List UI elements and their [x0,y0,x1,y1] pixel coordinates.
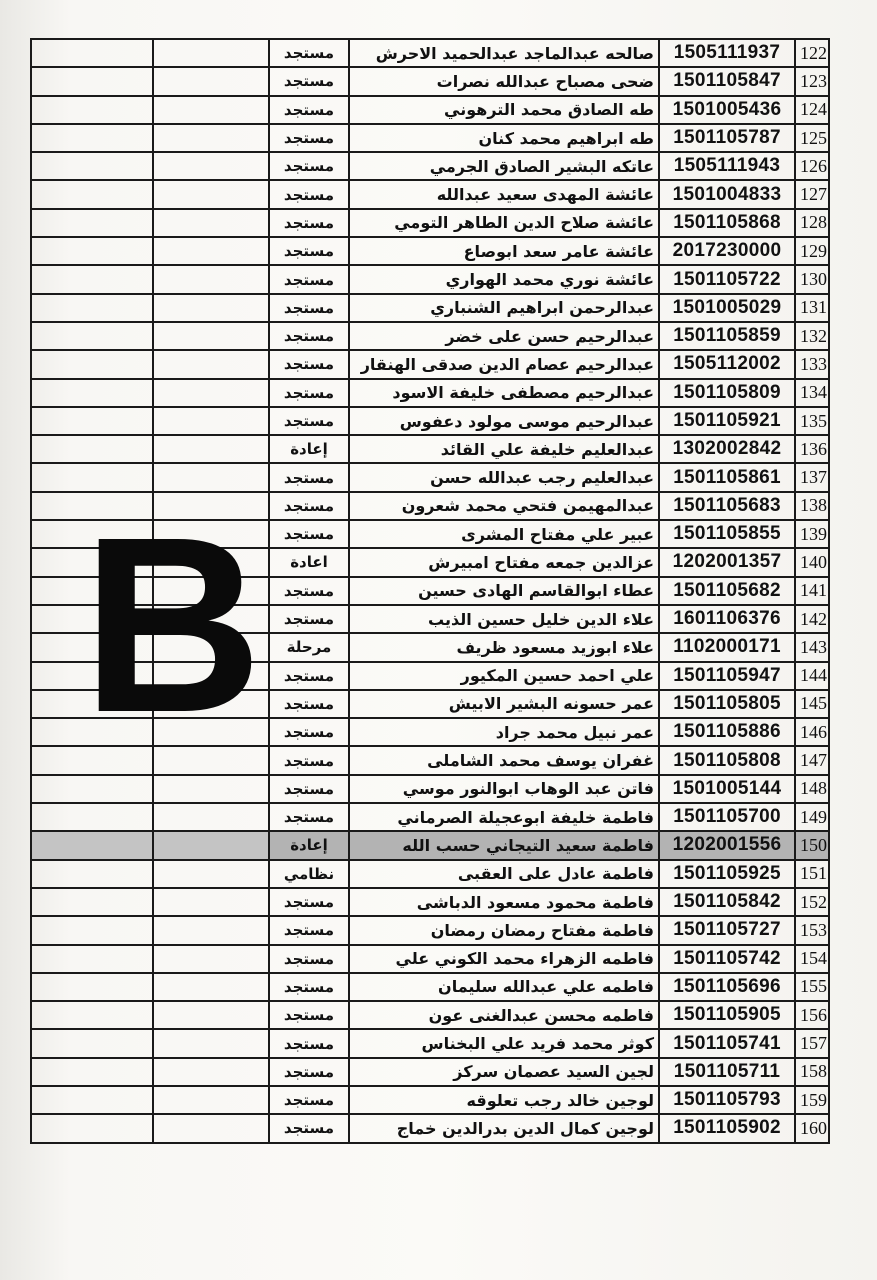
empty-cell [31,888,153,916]
table-row [31,548,829,576]
student-name-cell: عبدالرحمن ابراهيم الشنباري [349,294,659,322]
empty-cell [31,1029,153,1057]
status-cell: مستجد [269,350,349,378]
table-row [31,945,829,973]
row-number-cell: 154 [795,945,829,973]
row-number-cell: 156 [795,1001,829,1029]
table-row [31,746,829,774]
student-id-cell: 1505111937 [659,39,795,67]
empty-cell [31,803,153,831]
empty-cell [31,1001,153,1029]
status-cell: مستجد [269,1058,349,1086]
table-row [31,662,829,690]
row-number-cell: 145 [795,690,829,718]
table-row [31,265,829,293]
student-name-cell: عزالدين جمعه مفتاح امبيرش [349,548,659,576]
empty-cell [31,1086,153,1114]
status-cell: مستجد [269,39,349,67]
status-cell: اعادة [269,548,349,576]
empty-cell [153,831,269,859]
row-number-cell: 160 [795,1114,829,1142]
status-cell: مستجد [269,322,349,350]
empty-cell [153,322,269,350]
row-number-cell: 133 [795,350,829,378]
student-id-cell: 1202001556 [659,831,795,859]
student-name-cell: فاطمه علي عبدالله سليمان [349,973,659,1001]
status-cell: مستجد [269,718,349,746]
empty-cell [31,945,153,973]
student-id-cell: 1501105855 [659,520,795,548]
table-row [31,67,829,95]
status-cell: مستجد [269,577,349,605]
status-cell: مستجد [269,67,349,95]
empty-cell [153,96,269,124]
row-number-cell: 132 [795,322,829,350]
status-cell: نظامي [269,860,349,888]
table-row [31,294,829,322]
empty-cell [31,435,153,463]
table-row [31,718,829,746]
row-number-cell: 151 [795,860,829,888]
status-cell: مستجد [269,209,349,237]
empty-cell [153,718,269,746]
student-name-cell: فاطمة خليفة ابوعجيلة الصرماني [349,803,659,831]
row-number-cell: 131 [795,294,829,322]
student-name-cell: فاطمة عادل على العقبى [349,860,659,888]
student-name-cell: غفران يوسف محمد الشاملى [349,746,659,774]
status-cell: مستجد [269,152,349,180]
student-name-cell: عبدالرحيم حسن على خضر [349,322,659,350]
table-row [31,605,829,633]
empty-cell [31,520,153,548]
student-id-cell: 1505111943 [659,152,795,180]
status-cell: مستجد [269,237,349,265]
empty-cell [31,322,153,350]
empty-cell [153,265,269,293]
student-id-cell: 1202001357 [659,548,795,576]
roster-body [31,39,829,1143]
status-cell: مستجد [269,1086,349,1114]
student-id-cell: 1601106376 [659,605,795,633]
row-number-cell: 142 [795,605,829,633]
empty-cell [153,39,269,67]
status-cell: إعادة [269,435,349,463]
row-number-cell: 140 [795,548,829,576]
table-row [31,1058,829,1086]
empty-cell [31,916,153,944]
table-row [31,96,829,124]
student-name-cell: عائشة نوري محمد الهواري [349,265,659,293]
student-name-cell: علي احمد حسين المكيور [349,662,659,690]
status-cell: مستجد [269,916,349,944]
student-name-cell: عمر نبيل محمد جراد [349,718,659,746]
row-number-cell: 134 [795,379,829,407]
status-cell: مستجد [269,605,349,633]
row-number-cell: 122 [795,39,829,67]
status-cell: مستجد [269,180,349,208]
empty-cell [31,67,153,95]
empty-cell [153,209,269,237]
empty-cell [153,152,269,180]
student-name-cell: عائشة عامر سعد ابوصاع [349,237,659,265]
student-name-cell: عائشة المهدى سعيد عبدالله [349,180,659,208]
empty-cell [31,605,153,633]
row-number-cell: 137 [795,463,829,491]
status-cell: مستجد [269,294,349,322]
row-number-cell: 129 [795,237,829,265]
table-row [31,973,829,1001]
row-number-cell: 139 [795,520,829,548]
empty-cell [153,124,269,152]
status-cell: مستجد [269,96,349,124]
table-row [31,916,829,944]
table-row [31,322,829,350]
student-id-cell: 1501105742 [659,945,795,973]
empty-cell [153,435,269,463]
empty-cell [153,180,269,208]
student-id-cell: 1501005029 [659,294,795,322]
student-id-cell: 1501105921 [659,407,795,435]
table-row [31,237,829,265]
section-letter: B [82,485,263,764]
status-cell: مستجد [269,1029,349,1057]
empty-cell [31,180,153,208]
student-name-cell: طه ابراهيم محمد كنان [349,124,659,152]
status-cell: مستجد [269,1001,349,1029]
row-number-cell: 130 [795,265,829,293]
student-id-cell: 1501105741 [659,1029,795,1057]
student-name-cell: عطاء ابوالقاسم الهادى حسين [349,577,659,605]
student-id-cell: 1501105905 [659,1001,795,1029]
status-cell: مستجد [269,379,349,407]
student-name-cell: صالحه عبدالماجد عبدالحميد الاحرش [349,39,659,67]
row-number-cell: 126 [795,152,829,180]
row-number-cell: 123 [795,67,829,95]
table-row [31,1114,829,1142]
empty-cell [31,775,153,803]
table-row [31,831,829,859]
status-cell: مستجد [269,775,349,803]
table-row [31,39,829,67]
empty-cell [31,718,153,746]
empty-cell [153,888,269,916]
empty-cell [31,746,153,774]
empty-cell [31,1058,153,1086]
student-name-cell: عائشة صلاح الدين الطاهر التومي [349,209,659,237]
row-number-cell: 124 [795,96,829,124]
status-cell: مستجد [269,803,349,831]
student-name-cell: عاتكه البشير الصادق الجرمي [349,152,659,180]
status-cell: مستجد [269,945,349,973]
empty-cell [31,831,153,859]
table-row [31,1086,829,1114]
student-name-cell: كوثر محمد فريد علي البخناس [349,1029,659,1057]
table-row [31,860,829,888]
student-id-cell: 1302002842 [659,435,795,463]
table-row [31,1029,829,1057]
empty-cell [153,633,269,661]
student-name-cell: فاطمة مفتاح رمضان رمضان [349,916,659,944]
student-id-cell: 1501105700 [659,803,795,831]
student-name-cell: علاء الدين خليل حسين الذيب [349,605,659,633]
status-cell: مستجد [269,888,349,916]
row-number-cell: 125 [795,124,829,152]
empty-cell [31,237,153,265]
empty-cell [31,492,153,520]
empty-cell [153,379,269,407]
status-cell: مستجد [269,662,349,690]
student-id-cell: 1501005144 [659,775,795,803]
status-cell: مستجد [269,463,349,491]
row-number-cell: 152 [795,888,829,916]
student-id-cell: 1501105805 [659,690,795,718]
student-name-cell: عبدالرحيم مصطفى خليفة الاسود [349,379,659,407]
status-cell: مستجد [269,1114,349,1142]
row-number-cell: 150 [795,831,829,859]
empty-cell [153,1058,269,1086]
status-cell: إعادة [269,831,349,859]
row-number-cell: 159 [795,1086,829,1114]
row-number-cell: 141 [795,577,829,605]
empty-cell [31,96,153,124]
table-row [31,379,829,407]
student-name-cell: فاتن عبد الوهاب ابوالنور موسي [349,775,659,803]
empty-cell [153,237,269,265]
student-name-cell: ضحى مصباح عبدالله نصرات [349,67,659,95]
status-cell: مستجد [269,690,349,718]
student-id-cell: 1501005436 [659,96,795,124]
empty-cell [31,690,153,718]
empty-cell [153,67,269,95]
table-row [31,520,829,548]
empty-cell [153,407,269,435]
student-name-cell: عبدالرحيم موسى مولود دعفوس [349,407,659,435]
student-id-cell: 1102000171 [659,633,795,661]
student-id-cell: 2017230000 [659,237,795,265]
table-row [31,435,829,463]
empty-cell [31,577,153,605]
row-number-cell: 158 [795,1058,829,1086]
student-name-cell: فاطمه الزهراء محمد الكوني علي [349,945,659,973]
student-name-cell: لجين السيد عصمان سركز [349,1058,659,1086]
student-name-cell: عمر حسونه البشير الابيش [349,690,659,718]
status-cell: مستجد [269,124,349,152]
empty-cell [31,407,153,435]
empty-cell [153,746,269,774]
status-cell: مرحلة [269,633,349,661]
status-cell: مستجد [269,407,349,435]
empty-cell [153,520,269,548]
empty-cell [153,916,269,944]
student-id-cell: 1501105861 [659,463,795,491]
status-cell: مستجد [269,973,349,1001]
table-row [31,350,829,378]
empty-cell [153,294,269,322]
student-id-cell: 1501105696 [659,973,795,1001]
empty-cell [153,662,269,690]
student-id-cell: 1501105683 [659,492,795,520]
student-name-cell: عبير علي مفتاح المشرى [349,520,659,548]
status-cell: مستجد [269,520,349,548]
empty-cell [153,463,269,491]
student-id-cell: 1501105847 [659,67,795,95]
student-id-cell: 1501105787 [659,124,795,152]
student-name-cell: علاء ابوزيد مسعود ظريف [349,633,659,661]
student-id-cell: 1501105886 [659,718,795,746]
student-id-cell: 1505112002 [659,350,795,378]
student-name-cell: فاطمة محمود مسعود الدباشى [349,888,659,916]
empty-cell [153,548,269,576]
row-number-cell: 127 [795,180,829,208]
row-number-cell: 143 [795,633,829,661]
empty-cell [153,860,269,888]
empty-cell [31,662,153,690]
empty-cell [31,548,153,576]
status-cell: مستجد [269,265,349,293]
table-row [31,577,829,605]
row-number-cell: 149 [795,803,829,831]
row-number-cell: 135 [795,407,829,435]
student-name-cell: عبدالعليم رجب عبدالله حسن [349,463,659,491]
status-cell: مستجد [269,492,349,520]
empty-cell [31,973,153,1001]
row-number-cell: 128 [795,209,829,237]
student-id-cell: 1501105727 [659,916,795,944]
student-roster-table [30,38,830,1144]
table-row [31,888,829,916]
table-row [31,1001,829,1029]
table-row [31,209,829,237]
empty-cell [31,124,153,152]
student-id-cell: 1501105925 [659,860,795,888]
empty-cell [153,803,269,831]
student-id-cell: 1501105868 [659,209,795,237]
empty-cell [153,945,269,973]
row-number-cell: 138 [795,492,829,520]
row-number-cell: 155 [795,973,829,1001]
student-name-cell: عبدالرحيم عصام الدين صدقى الهنقار [349,350,659,378]
empty-cell [153,973,269,1001]
student-id-cell: 1501105722 [659,265,795,293]
row-number-cell: 144 [795,662,829,690]
student-name-cell: عبدالعليم خليفة علي القائد [349,435,659,463]
empty-cell [153,577,269,605]
table-row [31,633,829,661]
student-id-cell: 1501105793 [659,1086,795,1114]
student-id-cell: 1501105711 [659,1058,795,1086]
row-number-cell: 157 [795,1029,829,1057]
empty-cell [153,775,269,803]
student-id-cell: 1501105859 [659,322,795,350]
empty-cell [153,492,269,520]
student-name-cell: فاطمه محسن عبدالغنى عون [349,1001,659,1029]
student-name-cell: فاطمة سعيد التيجاني حسب الله [349,831,659,859]
table-row [31,407,829,435]
table-row [31,775,829,803]
table-row [31,152,829,180]
table-row [31,492,829,520]
student-id-cell: 1501004833 [659,180,795,208]
row-number-cell: 136 [795,435,829,463]
empty-cell [31,860,153,888]
empty-cell [31,265,153,293]
student-name-cell: لوجين خالد رجب تعلوقه [349,1086,659,1114]
empty-cell [31,209,153,237]
row-number-cell: 148 [795,775,829,803]
status-cell: مستجد [269,746,349,774]
empty-cell [31,633,153,661]
row-number-cell: 146 [795,718,829,746]
empty-cell [153,605,269,633]
student-id-cell: 1501105682 [659,577,795,605]
student-id-cell: 1501105809 [659,379,795,407]
empty-cell [153,1086,269,1114]
table-row [31,180,829,208]
table-row [31,803,829,831]
empty-cell [31,379,153,407]
student-name-cell: لوجين كمال الدين بدرالدين خماج [349,1114,659,1142]
student-name-cell: عبدالمهيمن فتحي محمد شعرون [349,492,659,520]
student-id-cell: 1501105808 [659,746,795,774]
table-row [31,463,829,491]
student-name-cell: طه الصادق محمد الترهوني [349,96,659,124]
student-id-cell: 1501105902 [659,1114,795,1142]
empty-cell [31,152,153,180]
row-number-cell: 153 [795,916,829,944]
empty-cell [31,39,153,67]
empty-cell [31,294,153,322]
row-number-cell: 147 [795,746,829,774]
student-id-cell: 1501105842 [659,888,795,916]
empty-cell [153,1114,269,1142]
empty-cell [153,690,269,718]
table-row [31,124,829,152]
student-id-cell: 1501105947 [659,662,795,690]
empty-cell [31,1114,153,1142]
empty-cell [153,1001,269,1029]
empty-cell [31,350,153,378]
empty-cell [153,1029,269,1057]
empty-cell [31,463,153,491]
empty-cell [153,350,269,378]
table-row [31,690,829,718]
